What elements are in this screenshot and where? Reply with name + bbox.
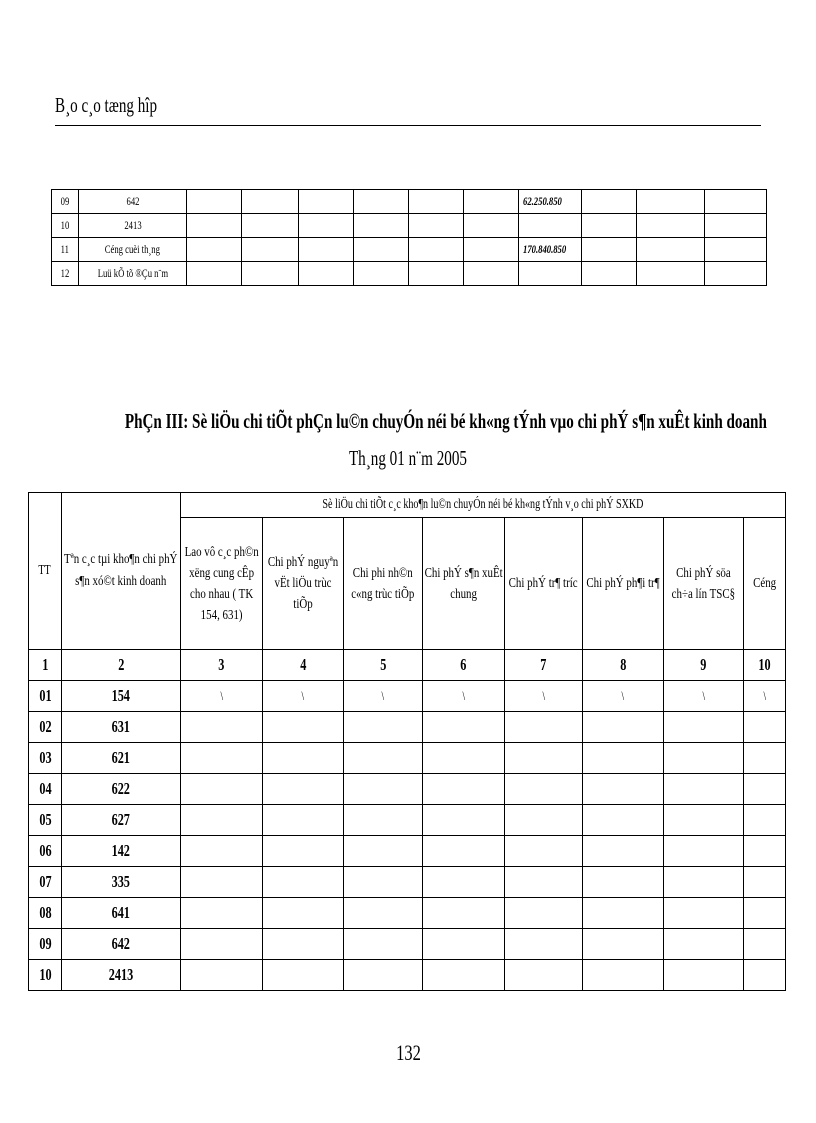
- column-index: [29, 650, 62, 681]
- cell-account-text: 154: [111, 686, 131, 705]
- cell-account: [62, 898, 181, 929]
- cell-slash-mark: [664, 681, 744, 712]
- cell-empty: [583, 805, 664, 836]
- cell-empty: [464, 190, 519, 214]
- cell-empty: [423, 805, 505, 836]
- cell-empty: [263, 836, 344, 867]
- cell-empty: [423, 960, 505, 991]
- cell-slash-mark: [744, 681, 786, 712]
- cell-empty: [505, 712, 583, 743]
- cell-empty: [464, 262, 519, 286]
- table-row: [29, 836, 786, 867]
- cell-slash-mark: [181, 681, 263, 712]
- cell-account: [79, 214, 187, 238]
- cell-slash-mark: [423, 681, 505, 712]
- table-row: [29, 743, 786, 774]
- cell-account-text: Luü kÕ tõ ®Çu n¨m: [97, 266, 168, 280]
- cell-empty: [299, 238, 354, 262]
- cell-empty: [664, 929, 744, 960]
- cell-empty: [423, 712, 505, 743]
- page-number: 132: [395, 1040, 421, 1065]
- table-row: [29, 898, 786, 929]
- cell-account: [62, 836, 181, 867]
- cell-empty: [242, 262, 299, 286]
- cell-empty: [744, 805, 786, 836]
- cell-empty: [664, 805, 744, 836]
- cell-tt: [29, 743, 62, 774]
- cell-empty: [423, 867, 505, 898]
- column-index-text: 7: [540, 655, 547, 674]
- cell-empty: [263, 867, 344, 898]
- column-index-text: 1: [41, 655, 49, 674]
- table-row: [29, 805, 786, 836]
- cell-empty: [664, 836, 744, 867]
- table-row: [29, 867, 786, 898]
- cell-value: [519, 238, 582, 262]
- continuation-table: [51, 189, 767, 286]
- cell-empty: [583, 743, 664, 774]
- cell-tt: [52, 190, 79, 214]
- column-header-text: Chi phÝ s¶n xuÊt chung: [424, 565, 503, 602]
- cell-empty: [705, 238, 767, 262]
- cell-empty: [344, 743, 423, 774]
- cell-value-text: 62.250.850: [523, 194, 562, 208]
- section-title: PhÇn III: Sè liÖu chi tiÕt phÇn lu©n chuyÓn néi bé kh«ng tÝnh vµo chi phÝ s¶n xuÊt kinh doanh: [124, 409, 767, 433]
- cell-account-text: 621: [111, 748, 131, 767]
- cell-empty: [744, 743, 786, 774]
- cell-tt-text: 09: [38, 934, 52, 953]
- column-index-text: 3: [218, 655, 225, 674]
- cell-empty: [354, 262, 409, 286]
- cell-empty: [583, 867, 664, 898]
- column-index: [423, 650, 505, 681]
- cell-empty: [354, 238, 409, 262]
- cell-empty: [181, 929, 263, 960]
- column-header-text: Chi phÝ tr¶ tríc: [509, 576, 578, 591]
- cell-account-text: 642: [111, 934, 131, 953]
- cell-account: [79, 190, 187, 214]
- cell-empty: [181, 712, 263, 743]
- cell-empty: [354, 190, 409, 214]
- cell-empty: [187, 262, 242, 286]
- column-index: [583, 650, 664, 681]
- column-header-text: Chi phi nh©n c«ng trùc tiÕp: [351, 565, 415, 602]
- column-index: [344, 650, 423, 681]
- cell-empty: [242, 190, 299, 214]
- cell-empty: [664, 960, 744, 991]
- cell-empty: [705, 214, 767, 238]
- cell-empty: [187, 190, 242, 214]
- cell-account-text: 2413: [123, 218, 142, 232]
- cell-empty: [263, 712, 344, 743]
- cell-empty: [181, 805, 263, 836]
- cell-value: [519, 190, 582, 214]
- column-header: [181, 518, 263, 650]
- cell-empty: [181, 774, 263, 805]
- header-divider: [55, 125, 761, 126]
- cell-account: [79, 262, 187, 286]
- section-subtitle: Th¸ng 01 n¨m 2005: [348, 446, 468, 470]
- column-header-text: Chi phÝ ph¶i tr¶: [586, 576, 660, 591]
- cell-value: [519, 262, 582, 286]
- cell-slash-mark-text: \: [621, 688, 625, 703]
- cell-value: [519, 214, 582, 238]
- cell-empty: [664, 774, 744, 805]
- cell-value-text: 170.840.850: [523, 242, 567, 256]
- cell-empty: [505, 929, 583, 960]
- cell-slash-mark-text: \: [301, 688, 305, 703]
- column-header: [583, 518, 664, 650]
- continuation-row: [52, 214, 767, 238]
- cell-empty: [464, 214, 519, 238]
- column-index-text: 9: [700, 655, 707, 674]
- cell-account: [62, 712, 181, 743]
- cell-empty: [299, 190, 354, 214]
- cell-slash-mark-text: \: [702, 688, 705, 703]
- cell-empty: [344, 836, 423, 867]
- cell-account: [62, 867, 181, 898]
- cell-empty: [505, 805, 583, 836]
- table-row: [29, 681, 786, 712]
- cell-slash-mark-text: \: [542, 688, 545, 703]
- cell-slash-mark-text: \: [220, 688, 223, 703]
- cell-empty: [583, 929, 664, 960]
- cell-tt-text: 11: [60, 242, 70, 256]
- cell-tt-text: 12: [60, 266, 70, 280]
- cell-tt: [52, 238, 79, 262]
- column-index: [62, 650, 181, 681]
- column-index: [505, 650, 583, 681]
- cell-empty: [464, 238, 519, 262]
- cell-empty: [637, 238, 705, 262]
- cell-empty: [744, 836, 786, 867]
- cell-account-text: 627: [111, 810, 131, 829]
- cell-empty: [242, 214, 299, 238]
- column-header: [263, 518, 344, 650]
- cell-empty: [583, 712, 664, 743]
- cell-empty: [582, 190, 637, 214]
- cell-tt: [29, 681, 62, 712]
- cell-tt-text: 07: [38, 872, 52, 891]
- cell-empty: [664, 867, 744, 898]
- cell-empty: [505, 898, 583, 929]
- column-index-text: 2: [117, 655, 125, 674]
- cell-tt-text: 10: [38, 965, 52, 984]
- cell-account: [62, 681, 181, 712]
- continuation-row: [52, 238, 767, 262]
- table-row: [29, 960, 786, 991]
- cell-tt-text: 03: [38, 748, 52, 767]
- cell-empty: [582, 262, 637, 286]
- cell-empty: [744, 867, 786, 898]
- cell-empty: [263, 929, 344, 960]
- cell-empty: [181, 743, 263, 774]
- cell-empty: [423, 836, 505, 867]
- cell-empty: [242, 238, 299, 262]
- cell-empty: [423, 774, 505, 805]
- cell-empty: [181, 960, 263, 991]
- cell-tt: [29, 712, 62, 743]
- cell-account: [79, 238, 187, 262]
- column-header: [664, 518, 744, 650]
- cell-account-text: Céng cuèi th¸ng: [104, 242, 161, 256]
- cell-empty: [409, 238, 464, 262]
- column-index: [744, 650, 786, 681]
- cell-tt-text: 02: [38, 717, 52, 736]
- cell-empty: [181, 867, 263, 898]
- cell-account: [62, 929, 181, 960]
- cell-empty: [344, 712, 423, 743]
- cell-empty: [637, 214, 705, 238]
- table-row: [29, 712, 786, 743]
- cell-empty: [664, 743, 744, 774]
- cell-empty: [299, 262, 354, 286]
- cell-empty: [263, 774, 344, 805]
- column-index: [263, 650, 344, 681]
- cell-empty: [344, 898, 423, 929]
- cell-slash-mark: [344, 681, 423, 712]
- cell-empty: [423, 898, 505, 929]
- cell-empty: [582, 214, 637, 238]
- cell-tt: [29, 929, 62, 960]
- cell-empty: [705, 190, 767, 214]
- column-header-text: Chi phÝ nguyªn vËt liÖu trùc tiÕp: [267, 555, 339, 612]
- header-group: Sè liÖu chi tiÕt c¸c kho¶n lu©n chuyÓn néi bé kh«ng tÝnh v¸o chi phÝ SXKD: [181, 493, 786, 518]
- cell-empty: [664, 712, 744, 743]
- cell-account-text: 642: [126, 194, 139, 208]
- cell-empty: [344, 774, 423, 805]
- cell-empty: [582, 238, 637, 262]
- cell-slash-mark-text: \: [763, 688, 766, 703]
- cell-tt-text: 08: [38, 903, 52, 922]
- cell-empty: [181, 836, 263, 867]
- column-index: [664, 650, 744, 681]
- cell-empty: [744, 929, 786, 960]
- cell-tt-text: 09: [60, 194, 70, 208]
- column-index: [181, 650, 263, 681]
- column-header-text: Lao vô c¸c ph©n xëng cung cÊp cho nhau ( TK 154, 631): [184, 544, 259, 623]
- cell-slash-mark-text: \: [381, 688, 385, 703]
- cell-empty: [423, 743, 505, 774]
- cell-tt-text: 10: [60, 218, 70, 232]
- cell-empty: [505, 960, 583, 991]
- cell-empty: [583, 960, 664, 991]
- cell-account-text: 335: [111, 872, 131, 891]
- column-header: [744, 518, 786, 650]
- column-header: [423, 518, 505, 650]
- cell-empty: [263, 743, 344, 774]
- continuation-row: [52, 262, 767, 286]
- cell-empty: [181, 898, 263, 929]
- continuation-row: [52, 190, 767, 214]
- cell-account-text: 622: [111, 779, 131, 798]
- cell-tt-text: 04: [38, 779, 52, 798]
- cell-empty: [744, 712, 786, 743]
- cell-empty: [263, 898, 344, 929]
- column-header-text: Chi phÝ söa ch÷a lín TSC§: [671, 565, 736, 602]
- cell-empty: [744, 960, 786, 991]
- cell-tt-text: 01: [38, 686, 52, 705]
- cell-empty: [583, 898, 664, 929]
- cell-empty: [744, 774, 786, 805]
- cell-tt-text: 05: [38, 810, 52, 829]
- cell-empty: [409, 190, 464, 214]
- cell-tt: [29, 774, 62, 805]
- cell-empty: [505, 743, 583, 774]
- cell-account: [62, 960, 181, 991]
- cell-empty: [299, 214, 354, 238]
- cell-tt: [52, 262, 79, 286]
- cell-empty: [263, 960, 344, 991]
- cell-account: [62, 805, 181, 836]
- column-header: [344, 518, 423, 650]
- cell-empty: [409, 262, 464, 286]
- cell-empty: [423, 929, 505, 960]
- column-header-text: Céng: [752, 576, 777, 591]
- table-row: [29, 774, 786, 805]
- header-account-name: Tªn c¸c tµi kho¶n chi phÝ s¶n xó©t kinh doanh: [62, 493, 181, 650]
- cell-account-text: 2413: [108, 965, 134, 984]
- cell-empty: [344, 867, 423, 898]
- cell-slash-mark: [505, 681, 583, 712]
- cell-account: [62, 774, 181, 805]
- cell-empty: [637, 190, 705, 214]
- cell-empty: [344, 960, 423, 991]
- column-index-text: 10: [758, 655, 771, 674]
- column-index-text: 5: [379, 655, 387, 674]
- cell-tt: [29, 836, 62, 867]
- column-index-text: 4: [299, 655, 307, 674]
- cell-empty: [187, 214, 242, 238]
- cell-slash-mark: [263, 681, 344, 712]
- main-table: [28, 492, 786, 991]
- column-index-text: 6: [460, 655, 467, 674]
- cell-empty: [505, 867, 583, 898]
- cell-tt: [29, 867, 62, 898]
- cell-empty: [344, 805, 423, 836]
- cell-account-text: 142: [111, 841, 131, 860]
- cell-account-text: 641: [111, 903, 131, 922]
- cell-account: [62, 743, 181, 774]
- cell-tt: [29, 960, 62, 991]
- cell-tt-text: 06: [38, 841, 52, 860]
- header-tt: TT: [29, 493, 62, 650]
- cell-empty: [409, 214, 464, 238]
- cell-empty: [583, 774, 664, 805]
- cell-tt: [29, 805, 62, 836]
- cell-empty: [187, 238, 242, 262]
- cell-tt: [52, 214, 79, 238]
- column-header: [505, 518, 583, 650]
- cell-tt: [29, 898, 62, 929]
- cell-empty: [664, 898, 744, 929]
- cell-slash-mark-text: \: [462, 688, 465, 703]
- cell-empty: [344, 929, 423, 960]
- table-row: [29, 929, 786, 960]
- cell-empty: [637, 262, 705, 286]
- cell-slash-mark: [583, 681, 664, 712]
- column-index-text: 8: [619, 655, 627, 674]
- cell-empty: [505, 836, 583, 867]
- cell-empty: [583, 836, 664, 867]
- cell-empty: [354, 214, 409, 238]
- cell-empty: [263, 805, 344, 836]
- cell-empty: [505, 774, 583, 805]
- cell-account-text: 631: [111, 717, 131, 736]
- cell-empty: [744, 898, 786, 929]
- page-header: B¸o c¸o tæng hîp: [55, 93, 158, 117]
- cell-empty: [705, 262, 767, 286]
